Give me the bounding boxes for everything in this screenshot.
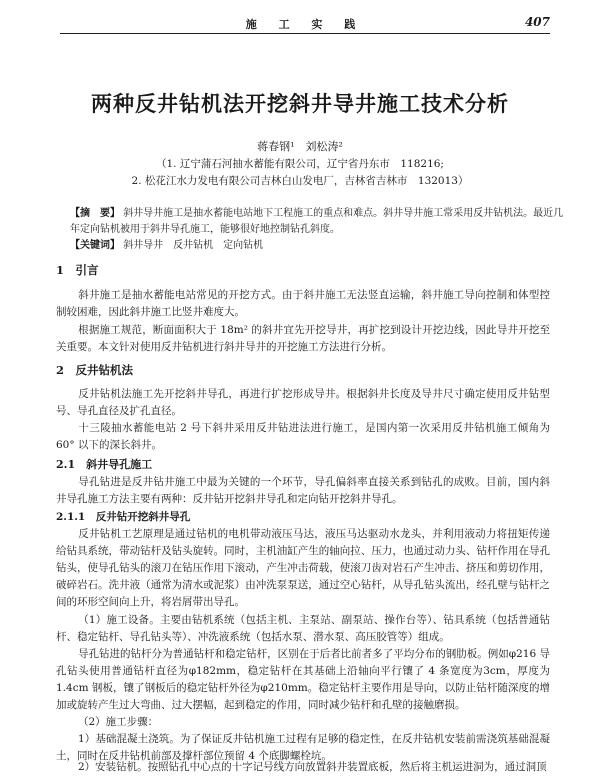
section-2-1-1-para-4: （2）施工步骤： (78, 716, 159, 728)
section-2-heading: 2 反井钻机法 (56, 363, 134, 377)
header-section: 施 工 实 践 (245, 18, 365, 31)
abstract-text-2: 年定向钻机被用于斜井导孔施工，能够很好地控制钻孔斜度。 (70, 224, 340, 235)
section-1-heading: 1 引言 (56, 263, 99, 277)
page-number: 407 (524, 15, 550, 29)
abstract-label: 【摘 要】 (70, 208, 120, 219)
section-2-para-1: 反井钻机法施工先开挖斜井导孔，再进行扩挖形成导井。根据斜井长度及导井尺寸确定使用反井钻型号、导孔直径及扩孔直径。 (56, 388, 550, 417)
section-1-para-2: 根据施工规范，断面面积大于 18m² 的斜井宜先开挖导井，再扩挖到设计开挖边线，因此导井开挖至关重要。本文针对使用反井钻机进行斜井导井的开挖施工方法进行分析。 (56, 324, 550, 353)
section-2-1-1-para-2: （1）施工设备。主要由钻机系统（包括主机、主泵站、副泵站、操作台等）、钻具系统（包括普通钻杆、稳定钻杆、导孔钻头等）、冲洗液系统（包括水泵、潜水泵、高压胶管等）组成。 (56, 614, 550, 643)
keywords-line (70, 238, 540, 254)
section-2-1-1-para-5: 1）基础混凝土浇筑。为了保证反井钻机施工过程有足够的稳定性，在反井钻机安装前需浇筑基础混凝土，同时在反井钻机前部及撑杆部位预留 4 个底脚螺栓坑。 (56, 733, 550, 762)
affiliation-1: （1. 辽宁蒲石河抽水蓄能有限公司，辽宁省丹东市 118216; (156, 158, 444, 170)
section-1-para-1: 斜井施工是抽水蓄能电站常见的开挖方式。由于斜井施工无法竖直运输，斜井施工导向控制和体型控制较困难，因此斜井施工比竖井难度大。 (56, 289, 550, 318)
abstract (70, 206, 564, 254)
paper-title: 两种反井钻机法开挖斜井导井施工技术分析 (91, 91, 509, 116)
section-2-1-1-para-3: 导孔钻进的钻杆分为普通钻杆和稳定钻杆，区别在于后者比前者多了平均分布的钢肋板。例如φ216 导孔钻头使用普通钻杆直径为φ182mm，稳定钻杆在其基础上沿轴向平行镶了 4 条宽度为3cm，厚度为1.4cm 钢板，镶了钢板后的稳定钻杆外径为φ210mm。稳定钻杆主要作用是导向，以防止钻杆随深度的增加或旋转产生过大弯曲、过大摆幅，起到稳定的作用，同时减少钻杆和孔壁的接触磨损。 (56, 648, 550, 711)
section-2-1-heading: 2.1 斜井导孔施工 (56, 458, 153, 471)
section-2-1-1-para-1: 反井钻机工艺原理是通过钻机的电机带动液压马达，液压马达驱动水龙头，并利用液动力将扭矩传递给钻具系统，带动钻杆及钻头旋转。同时，主机油缸产生的轴向拉、压力，也通过动力头、钻杆作用在导孔钻头，使导孔钻头的滚刀在钻压作用下滚动，产生冲击荷载，使滚刀齿对岩石产生冲击、挤压和剪切作用，破碎岩石。洗井液（通常为清水或泥浆）由冲洗泵泵送，通过空心钻杆，从导孔钻头流出，经孔壁与钻杆之间的环形空间向上升，将岩屑带出导孔。 (56, 528, 550, 608)
keywords-label: 【关键词】 (70, 240, 120, 251)
affiliation-2: 2. 松花江水力发电有限公司吉林白山发电厂，吉林省吉林市 132013） (131, 175, 469, 187)
section-2-1-para-1: 导孔钻进是反井钻井施工中最为关键的一个环节，导孔偏斜率直接关系到钻孔的成败。目前，国内斜井导孔施工方法主要有两种：反井钻开挖斜井导孔和定向钻开挖斜井导孔。 (56, 476, 550, 505)
running-header (60, 14, 550, 34)
abstract-line-1 (70, 206, 564, 222)
header-rule (60, 33, 550, 34)
abstract-line-2 (70, 222, 540, 238)
abstract-text-1: 斜井导井施工是抽水蓄能电站地下工程施工的重点和难点。斜井导井施工常采用反井钻机法。最近几 (123, 208, 564, 219)
section-2-para-2: 十三陵抽水蓄能电站 2 号下斜井采用反井钻进法进行施工，是国内第一次采用反井钻机施工倾角为 60° 以下的深长斜井。 (56, 422, 550, 451)
section-2-1-1-para-6: 2）安装钻机。按照钻孔中心点的十字记号线方向放置斜井装置底板，然后将主机运进洞为，通过洞顶 (78, 761, 547, 773)
authors: 蒋春钢¹ 刘松涛² (257, 140, 343, 153)
section-2-1-1-heading: 2.1.1 反井钻开挖斜井导孔 (56, 511, 191, 523)
keywords: 斜井导井 反井钻机 定向钻机 (123, 240, 264, 251)
